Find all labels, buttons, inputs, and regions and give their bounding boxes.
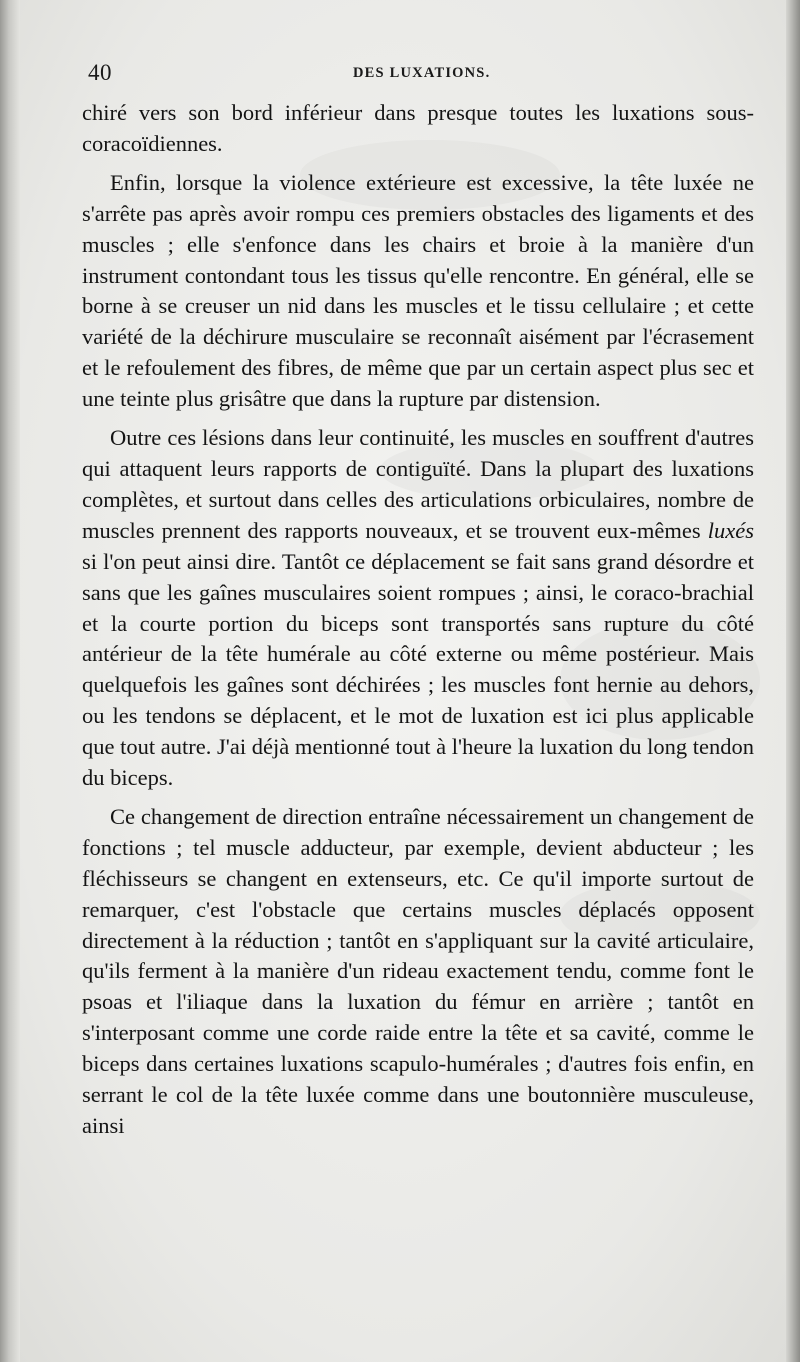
paragraph-text: Enfin, lorsque la violence extérieure est excessive, la tête luxée ne s'arrête pas après avoir rompu ces premiers obstacles des ligaments et des muscles ; elle s'enfonce dans les chairs et broie à la manière d'un instrument contondant tous les tissus qu'elle rencontre. En général, elle se borne à se creuser un nid dans les muscles et le tissu cellulaire ; et cette variété de la déchirure musculaire se reconnaît aisément par l'écrasement et le refoulement des fibres, de même que par un certain aspect plus sec et une teinte plus grisâtre que dans la rupture par distension. — [82, 169, 754, 412]
body-text — [82, 98, 754, 1150]
running-head: DES LUXATIONS. — [353, 65, 491, 81]
paragraph-text: si l'on peut ainsi dire. Tantôt ce déplacement se fait sans grand désordre et sans que les gaînes musculaires soient rompues ; ainsi, le coraco-brachial et la courte portion du biceps sont transportés sans rupture du côté antérieur de la tête humérale au côté externe ou même postérieur. Mais quelquefois les gaînes sont déchirées ; les muscles font hernie au dehors, ou les tendons se déplacent, et le mot de luxation est ici plus applicable que tout autre. J'ai déjà mentionné tout à l'heure la luxation du long tendon du biceps. — [82, 548, 754, 791]
page-edge-shadow — [786, 0, 800, 1362]
italic-text: luxés — [707, 517, 754, 543]
page-header — [88, 60, 748, 90]
paragraph-text: Ce changement de direction entraîne nécessairement un changement de fonctions ; tel muscle adducteur, par exemple, devient abducteur ; les fléchisseurs se changent en extenseurs, etc. Ce qu'il importe surtout de remarquer, c'est l'obstacle que certains muscles déplacés opposent directement à la réduction ; tantôt en s'appliquant sur la cavité articulaire, qu'ils ferment à la manière d'un rideau exactement tendu, comme font le psoas et l'iliaque dans la luxation du fémur en arrière ; tantôt en s'interposant comme une corde raide entre la tête et sa cavité, comme le biceps dans certaines luxations scapulo-humérales ; d'autres fois enfin, en serrant le col de la tête luxée comme dans une boutonnière musculeuse, ainsi — [82, 803, 754, 1138]
paragraph-text: chiré vers son bord inférieur dans presque toutes les luxations sous-coracoïdiennes. — [82, 100, 754, 156]
paragraph — [82, 98, 754, 160]
paragraph — [82, 423, 754, 794]
page-binding-shadow — [0, 0, 20, 1362]
paragraph — [82, 802, 754, 1142]
paragraph — [82, 168, 754, 415]
paragraph-text: Outre ces lésions dans leur continuité, les muscles en souffrent d'autres qui attaquent leurs rapports de contiguïté. Dans la plupart des luxations complètes, et surtout dans celles des articulations orbiculaires, nombre de muscles prennent des rapports nouveaux, et se trouvent eux-mêmes — [82, 425, 754, 543]
page-number: 40 — [88, 60, 112, 85]
